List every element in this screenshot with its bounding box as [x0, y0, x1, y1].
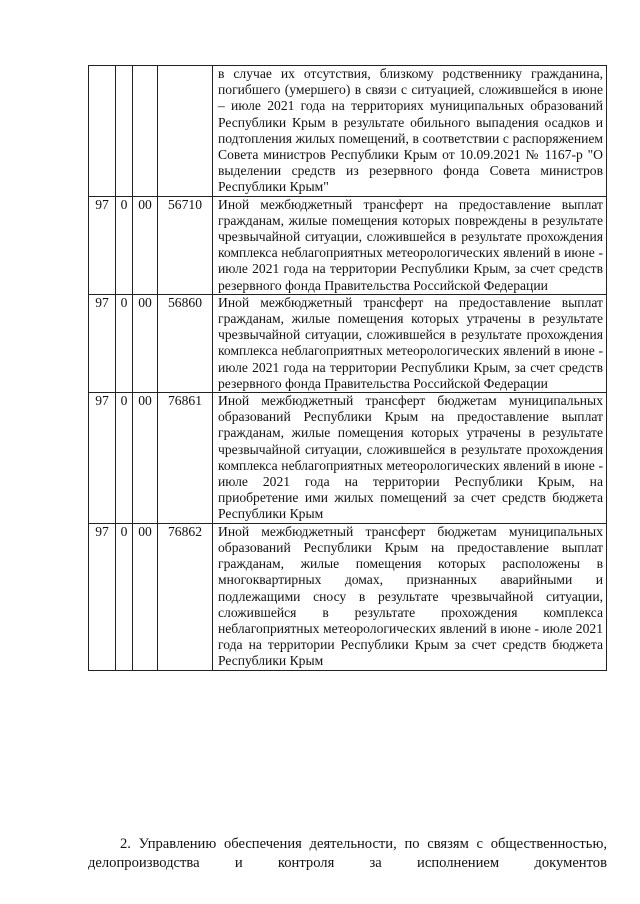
body-paragraph: 2. Управлению обеспечения деятельности, по связям с общественностью, делопроизводства и контроля за исполнением документов [88, 835, 607, 871]
code-part-3: 00 [133, 523, 158, 670]
code-part-1: 97 [89, 393, 116, 524]
table-row [89, 196, 607, 294]
code-part-3: 00 [133, 294, 158, 392]
code-part-2 [116, 66, 133, 197]
description-cell: Иной межбюджетный трансферт на предоставление выплат гражданам, жилые помещения которых повреждены в результате чрезвычайной ситуации, сложившейся в результате прохождения комплекса неблагоприятных метеорологических явлений в июне - июле 2021 года на территории Республики Крым, за счет средств резервного фонда Правительства Российской Федерации [213, 196, 607, 294]
code-part-2: 0 [116, 393, 133, 524]
description-cell: в случае их отсутствия, близкому родственнику гражданина, погибшего (умершего) в связи с ситуацией, сложившейся в июне – июле 2021 года на территориях муниципальных образований Республики Крым в результате обильного выпадения осадков и подтопления жилых помещений, в соответствии с распоряжением Совета министров Республики Крым от 10.09.2021 № 1167-р "О выделении средств из резервного фонда Совета министров Республики Крым" [213, 66, 607, 197]
code-part-3: 00 [133, 393, 158, 524]
table-row [89, 393, 607, 524]
table-row [89, 523, 607, 670]
code-part-1: 97 [89, 196, 116, 294]
code-part-4: 76862 [158, 523, 213, 670]
description-cell: Иной межбюджетный трансферт бюджетам муниципальных образований Республики Крым на предоставление выплат гражданам, жилые помещения которых утрачены в результате чрезвычайной ситуации, сложившейся в результате прохождения комплекса неблагоприятных метеорологических явлений в июне - июле 2021 года на территории Республики Крым, на приобретение ими жилых помещений за счет средств бюджета Республики Крым [213, 393, 607, 524]
description-cell: Иной межбюджетный трансферт бюджетам муниципальных образований Республики Крым на предоставление выплат гражданам, жилые помещения которых расположены в многоквартирных домах, признанных аварийными и подлежащими сносу в результате чрезвычайной ситуации, сложившейся в результате прохождения комплекса неблагоприятных метеорологических явлений в июне - июле 2021 года на территории Республики Крым за счет средств бюджета Республики Крым [213, 523, 607, 670]
code-part-4 [158, 66, 213, 197]
code-part-4: 56860 [158, 294, 213, 392]
code-part-2: 0 [116, 196, 133, 294]
table-row [89, 66, 607, 197]
code-part-2: 0 [116, 523, 133, 670]
code-part-4: 76861 [158, 393, 213, 524]
budget-classification-table [88, 65, 607, 671]
code-part-1: 97 [89, 523, 116, 670]
code-part-3: 00 [133, 196, 158, 294]
table-row [89, 294, 607, 392]
code-part-3 [133, 66, 158, 197]
code-part-1 [89, 66, 116, 197]
code-part-2: 0 [116, 294, 133, 392]
code-part-1: 97 [89, 294, 116, 392]
code-part-4: 56710 [158, 196, 213, 294]
description-cell: Иной межбюджетный трансферт на предоставление выплат гражданам, жилые помещения которых утрачены в результате чрезвычайной ситуации, сложившейся в результате прохождения комплекса неблагоприятных метеорологических явлений в июне - июле 2021 года на территории Республики Крым, за счет средств резервного фонда Правительства Российской Федерации [213, 294, 607, 392]
